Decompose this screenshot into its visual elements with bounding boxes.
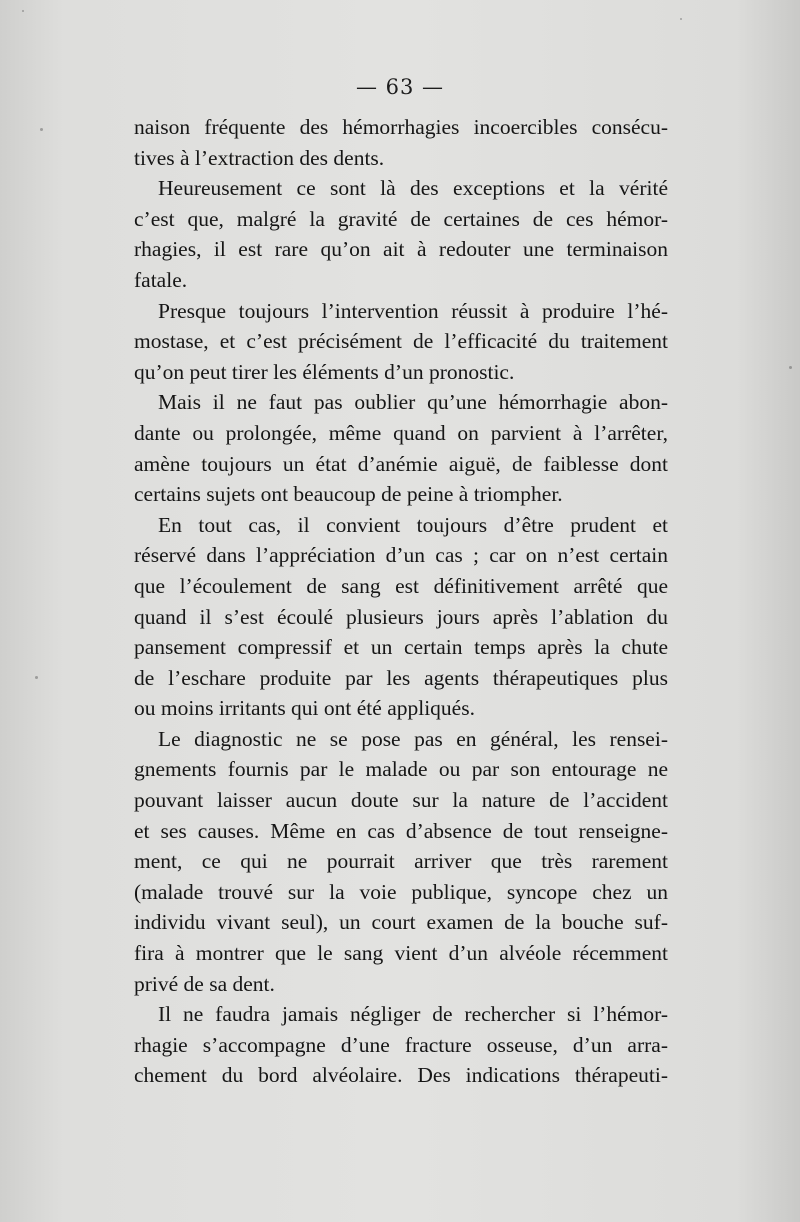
scan-speck: [680, 18, 682, 20]
text-line: gnements fournis par le malade ou par son entourage ne: [134, 757, 668, 782]
text-line: pouvant laisser aucun doute sur la nature de l’accident: [134, 788, 668, 813]
text-line: tives à l’extraction des dents.: [134, 145, 385, 170]
scan-speck: [40, 128, 43, 131]
paragraph-start-line: Heureusement ce sont là des exceptions et la vérité: [158, 176, 668, 201]
text-line: et ses causes. Même en cas d’absence de tout renseigne-: [134, 818, 668, 843]
scan-speck: [789, 366, 792, 369]
text-line: amène toujours un état d’anémie aiguë, de faiblesse dont: [134, 451, 668, 476]
paragraph-start-line: Presque toujours l’intervention réussit à produire l’hé-: [158, 298, 668, 323]
scan-speck: [35, 676, 38, 679]
paragraph-start-line: En tout cas, il convient toujours d’être prudent et: [158, 512, 668, 537]
text-line: fira à montrer que le sang vient d’un alvéole récemment: [134, 941, 668, 966]
text-line: rhagie s’accompagne d’une fracture osseuse, d’un arra-: [134, 1032, 668, 1057]
page-number: — 63 —: [355, 75, 445, 99]
scan-speck: [22, 10, 24, 12]
text-line: pansement compressif et un certain temps après la chute: [134, 635, 668, 660]
text-line: certains sujets ont beaucoup de peine à triompher.: [134, 482, 563, 507]
text-line: (malade trouvé sur la voie publique, syncope chez un: [134, 879, 668, 904]
text-line: que l’écoulement de sang est définitivement arrêté que: [134, 573, 668, 598]
text-line: quand il s’est écoulé plusieurs jours après l’ablation du: [134, 604, 668, 629]
text-line: fatale.: [134, 267, 188, 292]
text-line: individu vivant seul), un court examen de la bouche suf-: [134, 910, 668, 935]
text-line: c’est que, malgré la gravité de certaines de ces hémor-: [134, 206, 668, 231]
paragraph-start-line: Mais il ne faut pas oublier qu’une hémorrhagie abon-: [158, 390, 668, 415]
text-line: chement du bord alvéolaire. Des indications thérapeuti-: [134, 1063, 668, 1088]
paragraph-start-line: Il ne faudra jamais négliger de rechercher si l’hémor-: [158, 1002, 668, 1027]
text-line: réservé dans l’appréciation d’un cas ; car on n’est certain: [134, 543, 668, 568]
text-line: de l’eschare produite par les agents thérapeutiques plus: [134, 665, 668, 690]
text-line: privé de sa dent.: [134, 971, 275, 996]
text-line: rhagies, il est rare qu’on ait à redouter une terminaison: [134, 237, 668, 262]
text-line: mostase, et c’est précisément de l’efficacité du traitement: [134, 329, 668, 354]
text-line: qu’on peut tirer les éléments d’un pronostic.: [134, 359, 515, 384]
body-text: [134, 112, 668, 1091]
paragraph-start-line: Le diagnostic ne se pose pas en général, les rensei-: [158, 726, 668, 751]
text-line: ou moins irritants qui ont été appliqués.: [134, 696, 475, 721]
text-line: naison fréquente des hémorrhagies incoercibles consécu-: [134, 115, 668, 139]
text-line: dante ou prolongée, même quand on parvient à l’arrêter,: [134, 420, 668, 445]
text-line: ment, ce qui ne pourrait arriver que très rarement: [134, 849, 668, 874]
